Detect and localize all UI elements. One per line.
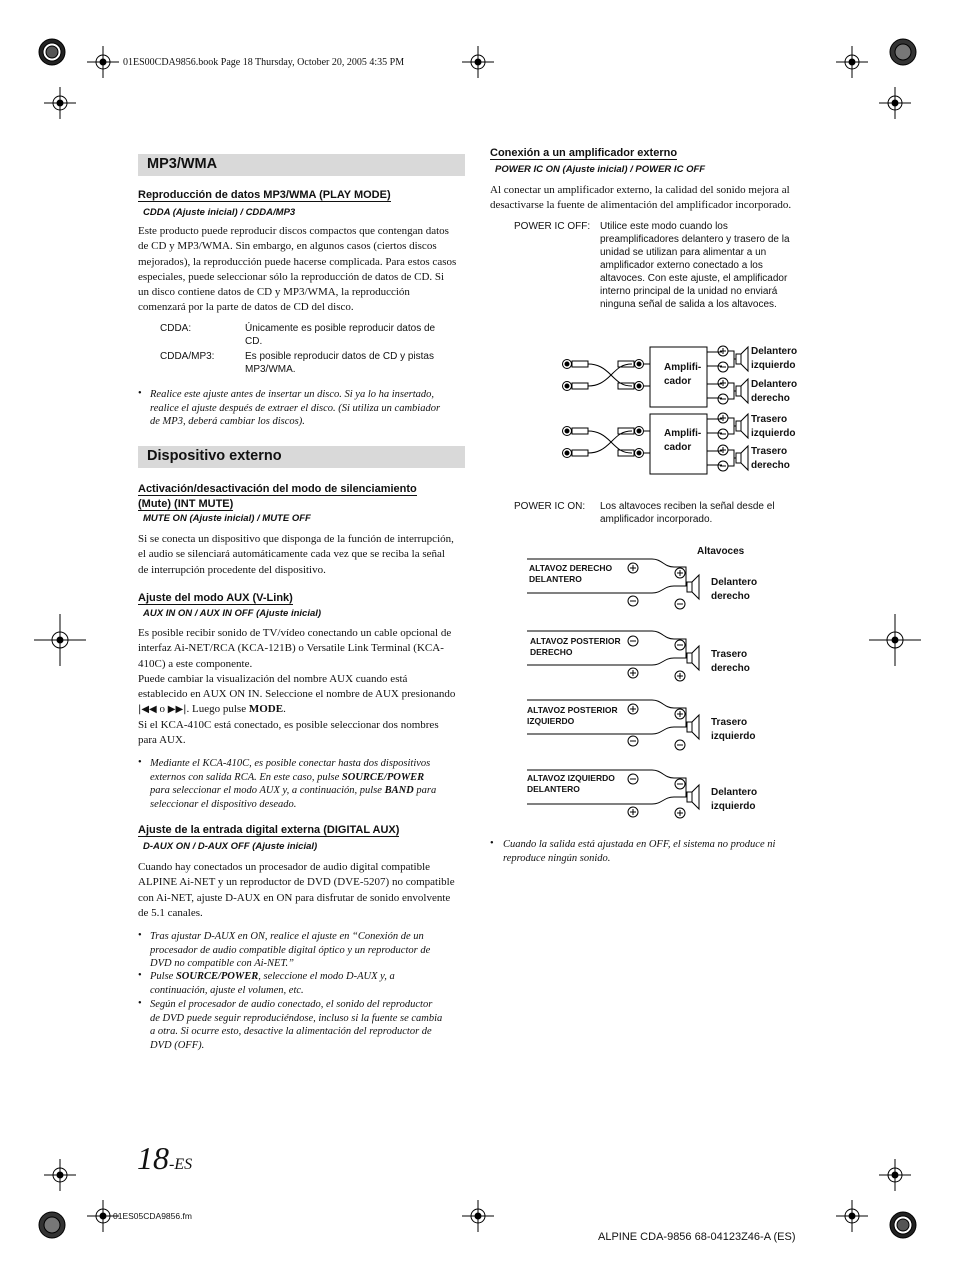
rca-plug-icon <box>563 382 572 391</box>
def-desc-cdda-mp3: Es posible reproducir datos de CD y pistas MP3/WMA. <box>245 351 434 375</box>
crosshair-icon <box>869 614 921 666</box>
crosshair-icon <box>44 87 76 119</box>
minus-terminal-icon <box>675 740 685 750</box>
speaker-label: Delantero derecho <box>711 577 758 602</box>
speaker-icon <box>687 785 699 809</box>
bullet: • <box>138 930 142 941</box>
options-amplificador: POWER IC ON (Ajuste inicial) / POWER IC OFF <box>495 164 706 175</box>
section-title-mp3wma: MP3/WMA <box>138 154 465 176</box>
plus-terminal-icon <box>628 668 638 678</box>
paragraph-play-mode: Este producto puede reproducir discos compactos que contengan datos de CD y MP3/WMA. Sin embargo, en algunos casos (ciertos discos mejorados), la reproducción puede hacerse complicada. Para estos casos especiales, puede seleccionar sólo la reproducción de datos de CD. Si un disco contiene datos de CD y MP3/WMA, la reproducción comenzará por la parte de datos de CD del disco. <box>138 225 457 314</box>
def-term-power-ic-off: POWER IC OFF: <box>514 221 591 232</box>
speaker-icon <box>687 575 699 599</box>
note-play-mode: Realice este ajuste antes de insertar un disco. Si ya lo ha insertado, realice el ajuste después de extraer el disco. (Si utiliza un cambiador de MP3, deberá cambiar los discos). <box>150 389 441 427</box>
keys-line: |◀◀ o ▶▶|. Luego pulse MODE. <box>138 703 286 716</box>
wire-label: ALTAVOZ POSTERIOR DERECHO <box>530 636 621 657</box>
plus-terminal-icon <box>675 808 685 818</box>
minus-terminal-icon <box>675 640 685 650</box>
plus-terminal-icon <box>718 346 728 356</box>
speaker-icon <box>736 379 748 403</box>
diagram-title-altavoces: Altavoces <box>697 546 745 557</box>
crosshair-icon <box>462 1200 494 1232</box>
crop-target-icon <box>39 1212 65 1238</box>
paragraph-aux: Es posible recibir sonido de TV/vídeo conectando un cable opcional de interfaz Ai-NET/RCA (KCA-121B) o Versatile Link Terminal (KCA- 410C) a este componente. Puede cambiar la visualización del nombre AUX cuando está establecido en AUX ON IN. Seleccione el nombre de AUX presionando |◀◀ o ▶▶|. Luego pulse MODE. Si el KCA-410C está conectado, es posible seleccionar dos nombres para AUX. <box>138 626 468 748</box>
minus-terminal-icon <box>628 596 638 606</box>
heading-aux: Ajuste del modo AUX (V-Link) <box>138 592 293 604</box>
plus-terminal-icon <box>718 413 728 423</box>
crosshair-icon <box>836 46 868 78</box>
minus-terminal-icon <box>628 636 638 646</box>
paragraph-amplificador: Al conectar un amplificador externo, la calidad del sonido mejora al desactivarse la fuente de alimentación del amplificador incorporado. <box>490 184 792 212</box>
def-desc-power-ic-off: Utilice este modo cuando los preamplificadores delantero y trasero de la unidad se utilizan para alimentar a un amplificador externo conectado a los altavoces. Con este ajuste, el amplificador interno principal de la unidad no enviará ninguna señal de salida a los altavoces. <box>600 221 790 310</box>
footer-model: ALPINE CDA-9856 68-04123Z46-A (ES) <box>598 1231 796 1243</box>
speaker-label: Trasero izquierdo <box>711 717 756 742</box>
options-play-mode: CDDA (Ajuste inicial) / CDDA/MP3 <box>143 207 296 218</box>
heading-mute: Activación/desactivación del modo de silenciamiento (Mute) (INT MUTE) <box>138 483 417 510</box>
rca-plug-icon <box>635 449 644 458</box>
plus-terminal-icon <box>628 563 638 573</box>
rca-plug-icon <box>635 382 644 391</box>
bullet: • <box>138 998 142 1009</box>
plus-terminal-icon <box>675 671 685 681</box>
crop-target-icon <box>890 1212 916 1238</box>
note-digital-3: Según el procesador de audio conectado, el sonido del reproductor de DVD puede seguir reproduciéndose, incluso si la fuente se cambia a otra. Si ocurre esto, desactive la alimentación del reproductor de DVD (OFF). <box>150 999 443 1051</box>
heading-digital-aux: Ajuste de la entrada digital externa (DIGITAL AUX) <box>138 824 400 836</box>
speaker-icon <box>736 446 748 470</box>
options-digital-aux: D-AUX ON / D-AUX OFF (Ajuste inicial) <box>143 841 318 852</box>
def-term-cdda-mp3: CDDA/MP3: <box>160 351 215 362</box>
minus-terminal-icon <box>718 394 728 404</box>
def-term-cdda: CDDA: <box>160 323 192 334</box>
options-mute: MUTE ON (Ajuste inicial) / MUTE OFF <box>143 513 311 524</box>
section-title-dispositivo: Dispositivo externo <box>138 446 465 468</box>
note-amplificador: Cuando la salida está ajustada en OFF, el sistema no produce ni reproduce ningún sonido. <box>503 839 776 864</box>
def-desc-power-ic-on: Los altavoces reciben la señal desde el amplificador incorporado. <box>600 501 775 525</box>
minus-terminal-icon <box>628 736 638 746</box>
crosshair-icon <box>836 1200 868 1232</box>
minus-terminal-icon <box>675 779 685 789</box>
crosshair-icon <box>462 46 494 78</box>
paragraph-mute: Si se conecta un dispositivo que disponga de la función de interrupción, el audio se silenciará automáticamente cada vez que se reciba la señal de interrupción procedente del dispositivo. <box>138 533 454 576</box>
minus-terminal-icon <box>628 774 638 784</box>
speaker-label: Trasero derecho <box>711 649 750 674</box>
speaker-icon <box>736 347 748 371</box>
plus-terminal-icon <box>628 807 638 817</box>
bullet: • <box>138 970 142 981</box>
plus-terminal-icon <box>628 704 638 714</box>
page-number: 18-ES <box>137 1140 193 1176</box>
rca-plug-icon <box>563 427 572 436</box>
speaker-label: Trasero izquierdo <box>751 414 796 439</box>
crosshair-icon <box>34 614 86 666</box>
crosshair-icon <box>879 87 911 119</box>
speaker-icon <box>687 646 699 670</box>
plus-terminal-icon <box>718 378 728 388</box>
def-term-power-ic-on: POWER IC ON: <box>514 501 586 512</box>
wire-label: ALTAVOZ IZQUIERDO DELANTERO <box>527 773 615 794</box>
bullet: • <box>490 838 494 849</box>
amp-label-1: Amplifi- cador <box>664 362 702 387</box>
seek-back-icon: |◀◀ <box>138 704 157 716</box>
rca-plug-icon <box>635 360 644 369</box>
rca-plug-icon <box>563 449 572 458</box>
print-header: 01ES00CDA9856.book Page 18 Thursday, October 20, 2005 4:35 PM <box>123 57 405 68</box>
speaker-icon <box>736 414 748 438</box>
minus-terminal-icon <box>675 599 685 609</box>
crosshair-icon <box>879 1159 911 1191</box>
minus-terminal-icon <box>718 362 728 372</box>
minus-terminal-icon <box>718 429 728 439</box>
crosshair-icon <box>87 46 119 78</box>
plus-terminal-icon <box>675 709 685 719</box>
minus-terminal-icon <box>718 461 728 471</box>
wire-label: ALTAVOZ DERECHO DELANTERO <box>529 563 613 584</box>
speaker-label: Delantero izquierdo <box>751 346 798 371</box>
speaker-label: Trasero derecho <box>751 446 790 471</box>
heading-play-mode: Reproducción de datos MP3/WMA (PLAY MODE) <box>138 189 391 201</box>
plus-terminal-icon <box>675 568 685 578</box>
speaker-label: Delantero derecho <box>751 379 798 404</box>
footer-file-name: 01ES05CDA9856.fm <box>113 1211 192 1221</box>
rca-plug-icon <box>635 427 644 436</box>
rca-plug-icon <box>563 360 572 369</box>
speaker-label: Delantero izquierdo <box>711 787 758 812</box>
amp-label-2: Amplifi- cador <box>664 428 702 453</box>
options-aux: AUX IN ON / AUX IN OFF (Ajuste inicial) <box>143 608 322 619</box>
bullet: • <box>138 757 142 768</box>
crop-target-icon <box>890 39 916 65</box>
seek-forward-icon: ▶▶| <box>167 704 187 716</box>
note-digital-2: Pulse SOURCE/POWER, seleccione el modo D-AUX y, a continuación, ajuste el volumen, etc. <box>150 971 395 996</box>
note-aux: Mediante el KCA-410C, es posible conectar hasta dos dispositivos externos con salida RCA. En este caso, pulse SOURCE/POWER para seleccionar el modo AUX y, a continuación, pulse BAND para seleccionar el dispositivo deseado. <box>150 758 437 810</box>
def-desc-cdda: Únicamente es posible reproducir datos de CD. <box>245 323 436 347</box>
paragraph-digital-aux: Cuando hay conectados un procesador de audio digital compatible ALPINE Ai-NET y un reproductor de DVD (DVE-5207) no compatible con Ai-NET, ajuste D-AUX en ON para disfrutar de sonido envolvente de 5.1 canales. <box>138 861 455 919</box>
speaker-icon <box>687 715 699 739</box>
plus-terminal-icon <box>718 445 728 455</box>
wire-label: ALTAVOZ POSTERIOR IZQUIERDO <box>527 705 618 726</box>
crosshair-icon <box>44 1159 76 1191</box>
bullet: • <box>138 388 142 399</box>
note-digital-1: Tras ajustar D-AUX en ON, realice el ajuste en “Conexión de un procesador de audio compatible digital óptico y un reproductor de DVD no compatible con Ai-NET.” <box>150 931 431 969</box>
crop-target-icon <box>39 39 65 65</box>
heading-amplificador: Conexión a un amplificador externo <box>490 147 678 159</box>
